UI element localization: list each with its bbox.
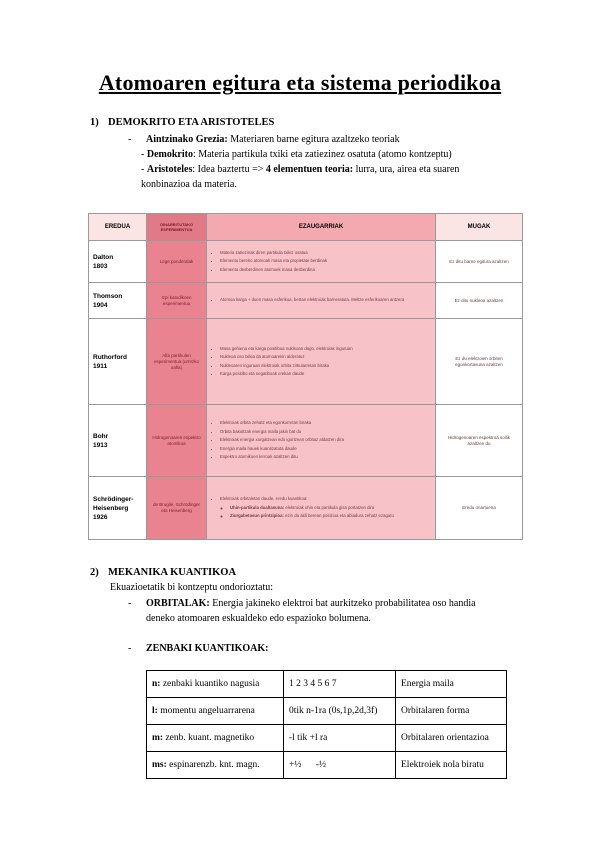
item-label: Demokrito — [146, 149, 193, 160]
section-2-intro: Ekuazioetatik bi kontzeptu ondorioztatu: — [110, 582, 274, 593]
feature-item: • Atomoa karga + duen masa esferikoa, bertan elektroiak barneratuta. Meltze esferikoaren antzera — [220, 296, 431, 304]
quantum-symbol: m: — [152, 733, 164, 743]
section-2-title: MEKANIKA KUANTIKOA — [108, 567, 237, 578]
feature-item: • Energia maila hauek kuantizatuta daude — [220, 445, 431, 453]
models-table-header — [89, 214, 523, 241]
header-eredua: EREDUA — [89, 214, 147, 241]
model-limits: Ez ditu nukleoa azaltzen — [436, 283, 523, 319]
section-1-number: 1) — [90, 117, 99, 128]
model-experiment: Lege ponderalak — [147, 241, 207, 283]
table-row — [89, 405, 523, 477]
dash-bullet: - — [128, 134, 132, 145]
item-aintzinako-grezia — [146, 132, 516, 147]
orbitalak-label: ORBITALAK: — [146, 598, 210, 609]
item-demokrito: - Demokrito: Materia partikula txiki eta zatiezinez osatuta (atomo kontzeptu) — [141, 149, 452, 160]
model-name: Thomson — [93, 292, 123, 300]
item-text: : Idea baztertu => — [192, 164, 266, 175]
model-name: Ruthorford — [93, 353, 127, 361]
table-row — [89, 319, 523, 405]
header-mugak: MUGAK — [436, 214, 523, 241]
feature-item — [220, 495, 431, 520]
model-name-cell — [89, 405, 147, 477]
model-limits: Eredu onartuena — [436, 477, 523, 540]
feature-item: • Masa gehiena eta karga positiboa nukleoan dago, elektroiak inguruan — [220, 345, 431, 353]
model-name-cell — [89, 241, 147, 283]
orbitalak-text-1: Energia jakineko elektroi bat aurkitzeko probabilitatea oso handia — [209, 598, 476, 609]
section-1-title: DEMOKRITO ETA ARISTOTELES — [108, 117, 275, 128]
item-aristoteles: - Aristoteles: Idea baztertu => 4 elementuen teoria: lurra, ura, airea eta suaren konbinazioa da materia. — [141, 164, 460, 190]
feature-subitem — [230, 504, 431, 512]
feature-head: Elektroiak orbitaletan daude, eredu kuantikoa: — [220, 496, 308, 502]
model-name-2: Heisenberg — [93, 504, 129, 512]
model-year: 1803 — [93, 262, 108, 270]
feature-item: • Elektroiak orbita zehatz eta egonkorretan biraka — [220, 419, 431, 427]
quantum-name-cell — [147, 725, 284, 752]
model-features — [207, 283, 436, 319]
model-year: 1913 — [93, 441, 108, 449]
feature-item: • Nukleoaren inguruan elektroiak orbita zirkularretan biraka — [220, 362, 431, 370]
model-name-cell — [89, 477, 147, 540]
model-limits: Ez du elektroien orbiten egonkortasuna azaltzen — [436, 319, 523, 405]
section-1-heading — [90, 117, 274, 128]
quantum-name-cell — [147, 671, 284, 698]
model-features — [207, 241, 436, 283]
item-text: lurra, ura, airea eta suaren konbinazioa da materia. — [141, 164, 460, 190]
model-name-cell — [89, 283, 147, 319]
quantum-meaning: Elektroiek nola biratu — [396, 752, 507, 779]
header-esperimentua: OINARRITUTAKO ESPERIMENTUA — [147, 214, 207, 241]
model-year: 1911 — [93, 362, 108, 370]
model-name: Schrödinger- — [93, 495, 134, 503]
quantum-meaning: Orbitalaren orientazioa — [396, 725, 507, 752]
model-limits: Hidrogenoaren espektroa soilik azaltzen du — [436, 405, 523, 477]
item-label: Aristoteles — [146, 164, 193, 175]
model-name: Bohr — [93, 432, 109, 440]
model-year: 1904 — [93, 301, 108, 309]
section-2-number: 2) — [90, 567, 99, 578]
dash-bullet: - — [128, 643, 132, 654]
feature-sub-label: Ziurgabetasun printzipioa: — [230, 513, 284, 519]
table-row — [147, 671, 507, 698]
quantum-numbers-table — [146, 670, 507, 779]
table-row — [147, 752, 507, 779]
feature-item: • Elementu desberdinen atomoek masa desberdina — [220, 266, 431, 274]
item-text: : Materia partikula txiki eta zatiezinez osatuta (atomo kontzeptu) — [192, 149, 452, 160]
model-limits: Ez ditu barne egitura azaltzen — [436, 241, 523, 283]
model-name: Dalton — [93, 253, 114, 261]
zenbaki-kuantikoak-label: ZENBAKI KUANTIKOAK: — [146, 643, 269, 654]
dash-bullet: - — [128, 598, 132, 609]
feature-item: • Orbita bakoitzak energia maila jakin bat du — [220, 428, 431, 436]
table-row — [89, 283, 523, 319]
feature-subitem — [230, 512, 431, 520]
item-label: Aintzinako Grezia: — [146, 134, 228, 145]
quantum-name-cell — [147, 752, 284, 779]
quantum-name: momentu angeluarrarena — [157, 706, 255, 716]
table-row — [89, 241, 523, 283]
feature-item: • Elementu bereko atomoak masa eta propietate berdinak — [220, 257, 431, 265]
model-name-cell — [89, 319, 147, 405]
quantum-symbol: n: — [152, 679, 161, 689]
model-experiment: de Broglie, Schrödinger eta Heisenberg — [147, 477, 207, 540]
model-features — [207, 477, 436, 540]
item-text: Materiaren barne egitura azaltzeko teoriak — [227, 134, 400, 145]
model-year: 1926 — [93, 513, 108, 521]
quantum-meaning: Energia maila — [396, 671, 507, 698]
feature-sub-text: elektroiak uhin eta partikula gisa portatzen dira — [284, 504, 375, 510]
quantum-name: zenbaki kuantiko nagusia — [160, 679, 260, 689]
feature-item: • Elektroiak energia xurgatzean edo igortzean orbitaz aldatzen dira — [220, 436, 431, 444]
quantum-symbol: l: — [152, 706, 158, 716]
feature-sub-text: ezin da aldi berean posizioa eta abiadura zehatz ezagutu — [283, 513, 394, 519]
quantum-name-cell — [147, 698, 284, 725]
feature-item: • Espektro atomikoen lerroak azaltzen ditu — [220, 453, 431, 461]
quantum-values: +½ -½ — [284, 752, 396, 779]
quantum-values: 1 2 3 4 5 6 7 — [284, 671, 396, 698]
header-ezaugarriak: EZAUGARRIAK — [207, 214, 436, 241]
orbitalak-definition — [146, 596, 526, 611]
table-row — [147, 698, 507, 725]
model-experiment: Izpi katodikoen esperimentua — [147, 283, 207, 319]
feature-item: • Nukleoa oso txikia da atomoarekin alderatuz — [220, 353, 431, 361]
zenbaki-kuantikoak-heading — [146, 641, 269, 656]
quantum-symbol: ms: — [152, 760, 167, 770]
quantum-values: 0tik n-1ra (0s,1p,2d,3f) — [284, 698, 396, 725]
orbitalak-text-2: deneko atomoaren eskualdeko edo espazioko bolumena. — [146, 613, 371, 624]
feature-item: • Materia zatiezinak diren partikula txikiz osatua — [220, 249, 431, 257]
model-features — [207, 319, 436, 405]
feature-sub-label: Uhin-partikula dualtasuna: — [230, 504, 285, 510]
model-experiment: Alfa partikulen esperimentua (urrezko xafla) — [147, 319, 207, 405]
table-row — [89, 477, 523, 540]
quantum-name: espinarenzb. knt. magn. — [166, 760, 260, 770]
models-table — [88, 213, 523, 540]
item-bold: 4 elementuen teoria: — [265, 164, 354, 175]
feature-item: • Karga positibo eta negatiboak orekan daude — [220, 370, 431, 378]
page-title: Atomoaren egitura eta sistema periodikoa — [98, 70, 502, 95]
table-row — [147, 725, 507, 752]
quantum-name: zenb. kuant. magnetiko — [163, 733, 255, 743]
section-2-heading — [90, 567, 236, 578]
model-features — [207, 405, 436, 477]
model-experiment: Hidrogenoaren espektro atomikoa — [147, 405, 207, 477]
quantum-values: -l tik +l ra — [284, 725, 396, 752]
quantum-meaning: Orbitalaren forma — [396, 698, 507, 725]
